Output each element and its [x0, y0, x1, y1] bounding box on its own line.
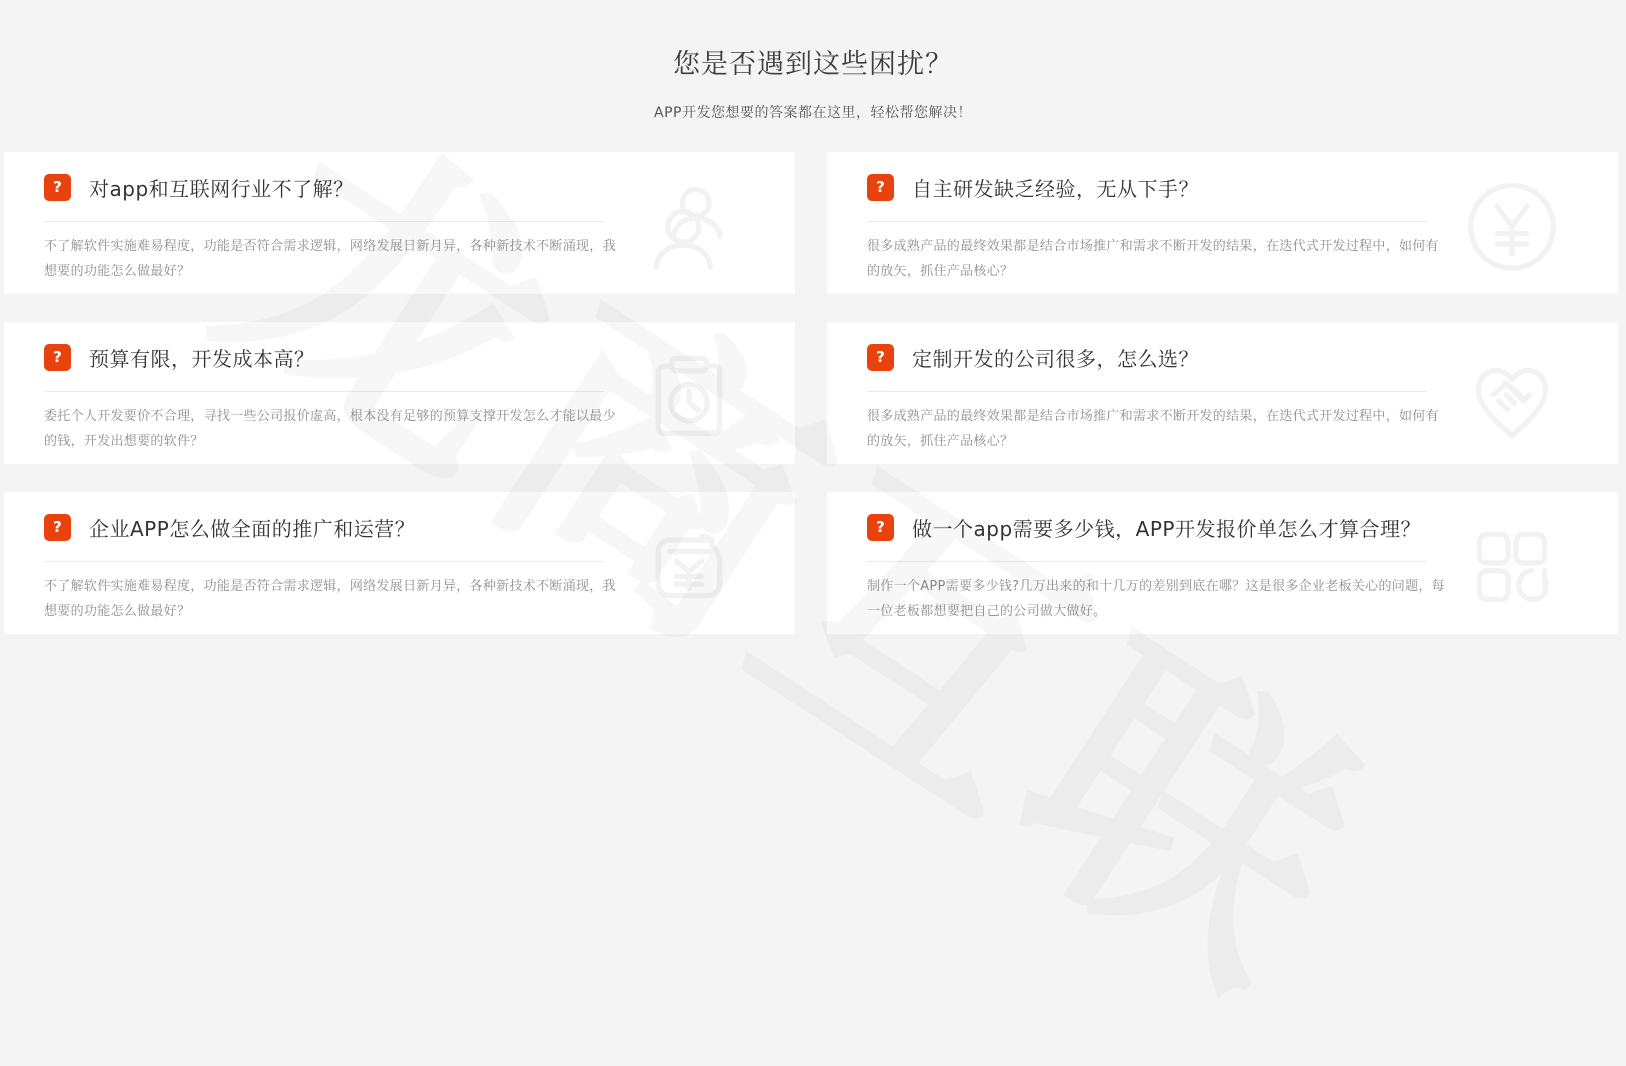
- card-divider: [44, 221, 604, 222]
- card-title: 自主研发缺乏经验，无从下手？: [912, 177, 1199, 201]
- card-body: 制作一个APP需要多少钱?几万出来的和十几万的差别到底在哪？这是很多企业老板关心的问题，每一位老板都想要把自己的公司做大做好。: [867, 579, 1445, 619]
- card-body: 很多成熟产品的最终效果都是结合市场推广和需求不断开发的结果，在迭代式开发过程中，如何有的放矢，抓住产品核心？: [867, 409, 1439, 449]
- card-body: 很多成熟产品的最终效果都是结合市场推广和需求不断开发的结果，在迭代式开发过程中，如何有的放矢，抓住产品核心？: [867, 239, 1439, 279]
- card-title: 定制开发的公司很多，怎么选？: [912, 347, 1199, 371]
- faq-card-no-experience[interactable]: [827, 152, 1618, 294]
- card-title: 企业APP怎么做全面的推广和运营？: [89, 517, 416, 541]
- question-mark-icon: ?: [867, 174, 894, 201]
- card-title: 预算有限，开发成本高？: [89, 347, 315, 371]
- card-body: 委托个人开发要价不合理，寻找一些公司报价虚高，根本没有足够的预算支撑开发怎么才能以最少的钱，开发出想要的软件？: [44, 409, 616, 449]
- faq-card-choose-company[interactable]: [827, 322, 1618, 464]
- card-head: [867, 343, 1578, 372]
- faq-card-industry-unfamiliar[interactable]: [4, 152, 795, 294]
- faq-card-limited-budget[interactable]: [4, 322, 795, 464]
- card-divider: [44, 391, 604, 392]
- faq-card-app-cost[interactable]: [827, 492, 1618, 634]
- card-body: 不了解软件实施难易程度，功能是否符合需求逻辑，网络发展日新月异，各种新技术不断涌现，我想要的功能怎么做最好？: [44, 239, 616, 279]
- card-head: [44, 343, 755, 372]
- question-mark-icon: ?: [867, 514, 894, 541]
- section-header: [0, 0, 1626, 122]
- card-head: [44, 513, 755, 542]
- card-divider: [867, 221, 1427, 222]
- card-head: [867, 173, 1578, 202]
- question-mark-icon: ?: [44, 514, 71, 541]
- card-title: 对app和互联网行业不了解？: [89, 177, 354, 201]
- page-subtitle: APP开发您想要的答案都在这里，轻松帮您解决！: [654, 105, 972, 121]
- question-mark-icon: ?: [44, 174, 71, 201]
- card-title: 做一个app需要多少钱，APP开发报价单怎么才算合理？: [912, 517, 1421, 541]
- page-title: 您是否遇到这些困扰？: [673, 49, 953, 80]
- card-divider: [867, 561, 1427, 562]
- question-mark-icon: ?: [44, 344, 71, 371]
- faq-grid: [4, 152, 1618, 634]
- question-mark-icon: ?: [867, 344, 894, 371]
- faq-card-promotion-operation[interactable]: [4, 492, 795, 634]
- card-divider: [44, 561, 604, 562]
- card-head: [44, 173, 755, 202]
- card-head: [867, 513, 1578, 542]
- card-divider: [867, 391, 1427, 392]
- card-body: 不了解软件实施难易程度，功能是否符合需求逻辑，网络发展日新月异，各种新技术不断涌现，我想要的功能怎么做最好？: [44, 579, 616, 619]
